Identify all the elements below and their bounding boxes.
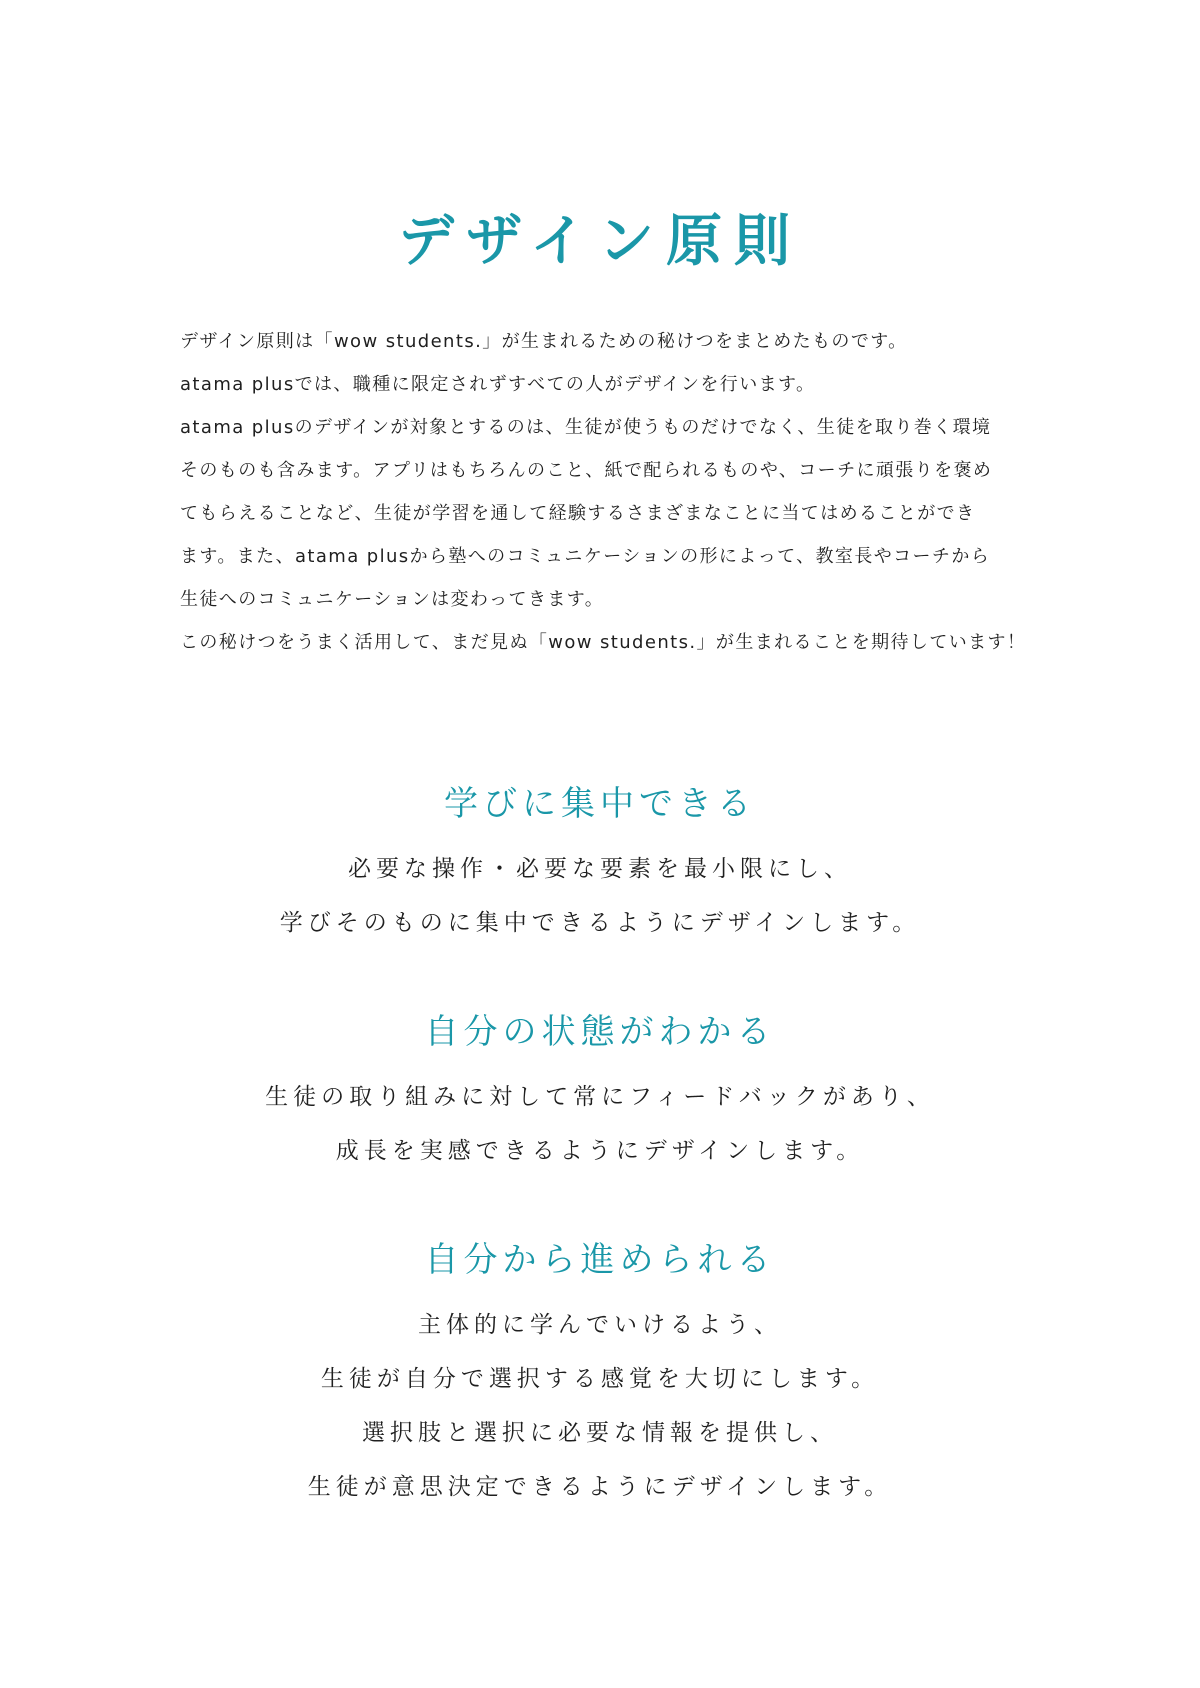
principle-line: 成長を実感できるようにデザインします。 [335,1138,865,1164]
intro-line: そのものも含みます。アプリはもちろんのこと、紙で配られるものや、コーチに頑張りを褒め [180,460,993,481]
principle-line: 学びそのものに集中できるようにデザインします。 [279,910,921,936]
principle-line: 生徒の取り組みに対して常にフィードバックがあり、 [265,1084,935,1110]
intro-line: デザイン原則は「wow students.」が生まれるための秘けつをまとめたものです。 [180,331,908,352]
principle-autonomy [0,1236,1200,1514]
principle-focus [0,780,1200,950]
principle-line: 生徒が意思決定できるようにデザインします。 [307,1474,893,1500]
principle-line: 主体的に学んでいけるよう、 [418,1312,782,1338]
principle-heading: 自分の状態がわかる [424,1012,776,1052]
intro-line: この秘けつをうまく活用して、まだ見ぬ「wow students.」が生まれることを期待しています！ [180,632,1027,653]
intro-line: 生徒へのコミュニケーションは変わってきます。 [180,589,605,610]
intro-line: atama plusでは、職種に限定されずすべての人がデザインを行います。 [180,374,816,395]
principle-heading: 学びに集中できる [444,784,756,824]
principle-heading: 自分から進められる [424,1240,776,1280]
principle-line: 必要な操作・必要な要素を最小限にし、 [348,856,852,882]
intro-line: ます。また、atama plusから塾へのコミュニケーションの形によって、教室長やコーチから [180,546,991,567]
intro-line: atama plusのデザインが対象とするのは、生徒が使うものだけでなく、生徒を取り巻く環境 [180,417,992,438]
principle-line: 選択肢と選択に必要な情報を提供し、 [362,1420,838,1446]
intro-line: てもらえることなど、生徒が学習を通して経験するさまざまなことに当てはめることができ [180,503,976,524]
page-title: デザイン原則 [397,208,803,274]
intro-paragraph [180,320,1030,664]
principles-list [0,780,1200,1514]
principle-awareness [0,1008,1200,1178]
principle-line: 生徒が自分で選択する感覚を大切にします。 [320,1366,880,1392]
